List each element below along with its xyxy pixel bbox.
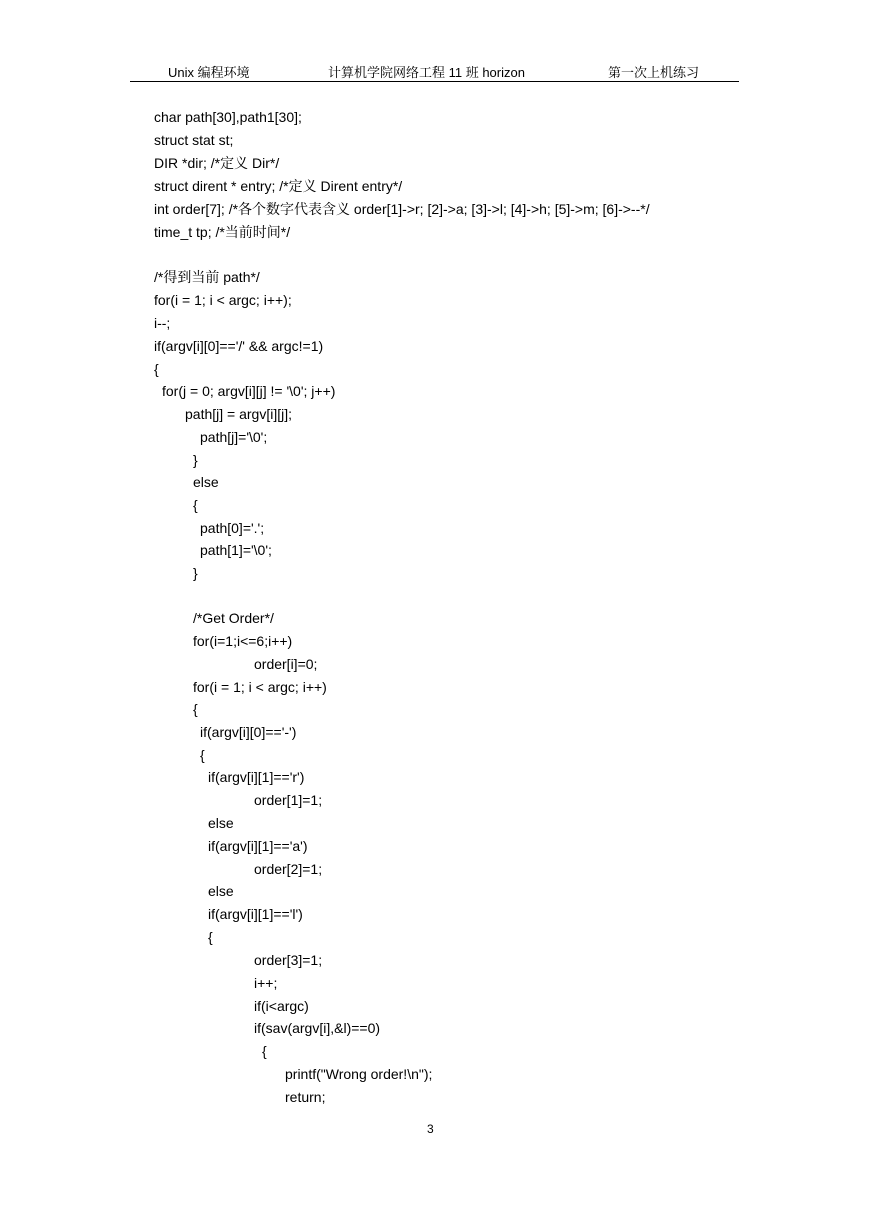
code-line: for(j = 0; argv[i][j] != '\0'; j++) (162, 383, 336, 399)
header-course: Unix 编程环境 (168, 65, 250, 80)
code-line: order[3]=1; (254, 952, 323, 968)
code-line: else (208, 815, 234, 831)
code-line: path[0]='.'; (200, 520, 265, 536)
code-line: if(i<argc) (254, 998, 309, 1014)
code-line: if(argv[i][1]=='a') (208, 838, 308, 854)
code-line: else (193, 474, 219, 490)
code-line: struct stat st; (154, 132, 234, 148)
code-line: char path[30],path1[30]; (154, 109, 302, 125)
code-line: for(i = 1; i < argc; i++); (154, 292, 292, 308)
code-line: path[1]='\0'; (200, 542, 272, 558)
code-line: order[2]=1; (254, 861, 323, 877)
code-line: i--; (154, 315, 171, 331)
code-line: else (208, 883, 234, 899)
header-exercise: 第一次上机练习 (608, 65, 700, 80)
code-line: path[j] = argv[i][j]; (185, 406, 292, 422)
code-line: if(argv[i][0]=='/' && argc!=1) (154, 338, 324, 354)
code-line: order[1]=1; (254, 792, 323, 808)
code-line: /*得到当前 path*/ (154, 269, 260, 285)
code-line: struct dirent * entry; /*定义 Dirent entry*/ (154, 178, 403, 194)
code-line: path[j]='\0'; (200, 429, 268, 445)
header-class: 计算机学院网络工程 11 班 horizon (328, 65, 525, 80)
code-line: if(argv[i][1]=='r') (208, 769, 305, 785)
code-line: order[i]=0; (254, 656, 318, 672)
code-line: int order[7]; /*各个数字代表含义 order[1]->r; [2]->a; [3]->l; [4]->h; [5]->m; [6]->--*/ (154, 201, 650, 217)
code-line: return; (285, 1089, 326, 1105)
code-line: { (262, 1043, 267, 1059)
code-line: for(i = 1; i < argc; i++) (193, 679, 327, 695)
code-line: time_t tp; /*当前时间*/ (154, 224, 291, 240)
code-line: { (200, 747, 205, 763)
code-line: { (193, 497, 198, 513)
page-number: 3 (427, 1122, 434, 1136)
code-line: printf("Wrong order!\n"); (285, 1066, 433, 1082)
code-line: DIR *dir; /*定义 Dir*/ (154, 155, 280, 171)
code-line: } (193, 452, 198, 468)
code-line: if(sav(argv[i],&l)==0) (254, 1020, 381, 1036)
code-line: /*Get Order*/ (193, 610, 274, 626)
code-line: if(argv[i][0]=='-') (200, 724, 297, 740)
code-line: { (208, 929, 213, 945)
code-line: i++; (254, 975, 278, 991)
code-line: if(argv[i][1]=='l') (208, 906, 303, 922)
code-line: for(i=1;i<=6;i++) (193, 633, 293, 649)
code-line: { (193, 701, 198, 717)
code-line: { (154, 361, 159, 377)
code-line: } (193, 565, 198, 581)
